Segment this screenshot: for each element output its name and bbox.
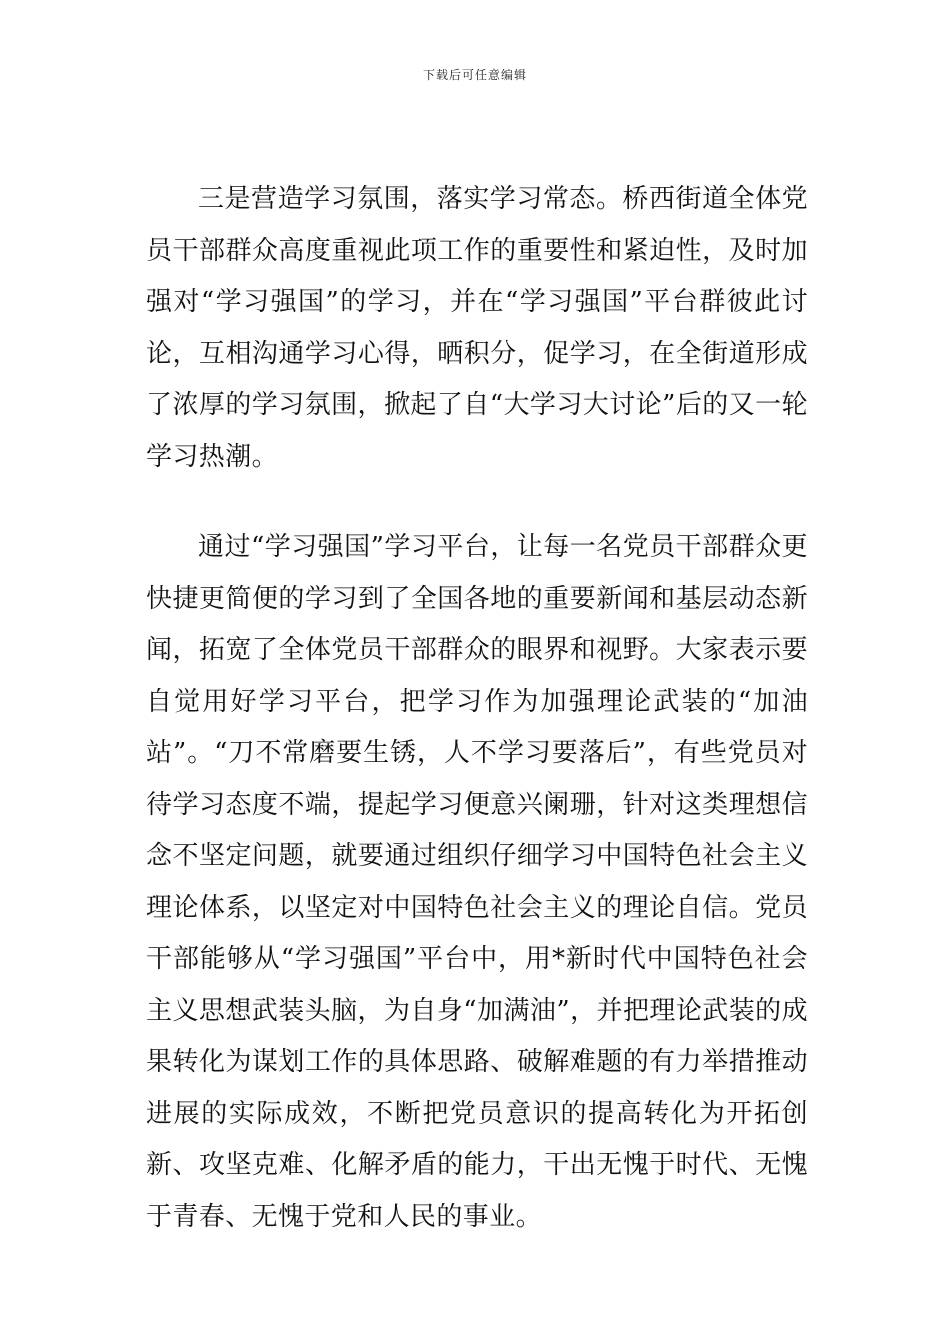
body-paragraph: 三是营造学习氛围，落实学习常态。桥西街道全体党员干部群众高度重视此项工作的重要性和紧迫性，及时加强对“学习强国”的学习，并在“学习强国”平台群彼此讨论，互相沟通学习心得，晒积分，促学习，在全街道形成了浓厚的学习氛围，掀起了自“大学习大讨论”后的又一轮学习热潮。 <box>146 184 808 472</box>
page-header-note: 下载后可任意编辑 <box>422 68 527 82</box>
body-paragraph: 通过“学习强国”学习平台，让每一名党员干部群众更快捷更简便的学习到了全国各地的重要新闻和基层动态新闻，拓宽了全体党员干部群众的眼界和视野。大家表示要自觉用好学习平台，把学习作为加强理论武装的“加油站”。“刀不常磨要生锈，人不学习要落后”，有些党员对待学习态度不端，提起学习便意兴阑珊，针对这类理想信念不坚定问题，就要通过组织仔细学习中国特色社会主义理论体系，以坚定对中国特色社会主义的理论自信。党员干部能够从“学习强国”平台中，用*新时代中国特色社会主义思想武装头脑，为自身“加满油”，并把理论武装的成果转化为谋划工作的具体思路、破解难题的有力举措推动进展的实际成效，不断把党员意识的提高转化为开拓创新、攻坚克难、化解矛盾的能力，干出无愧于时代、无愧于青春、无愧于党和人民的事业。 <box>146 532 808 1232</box>
